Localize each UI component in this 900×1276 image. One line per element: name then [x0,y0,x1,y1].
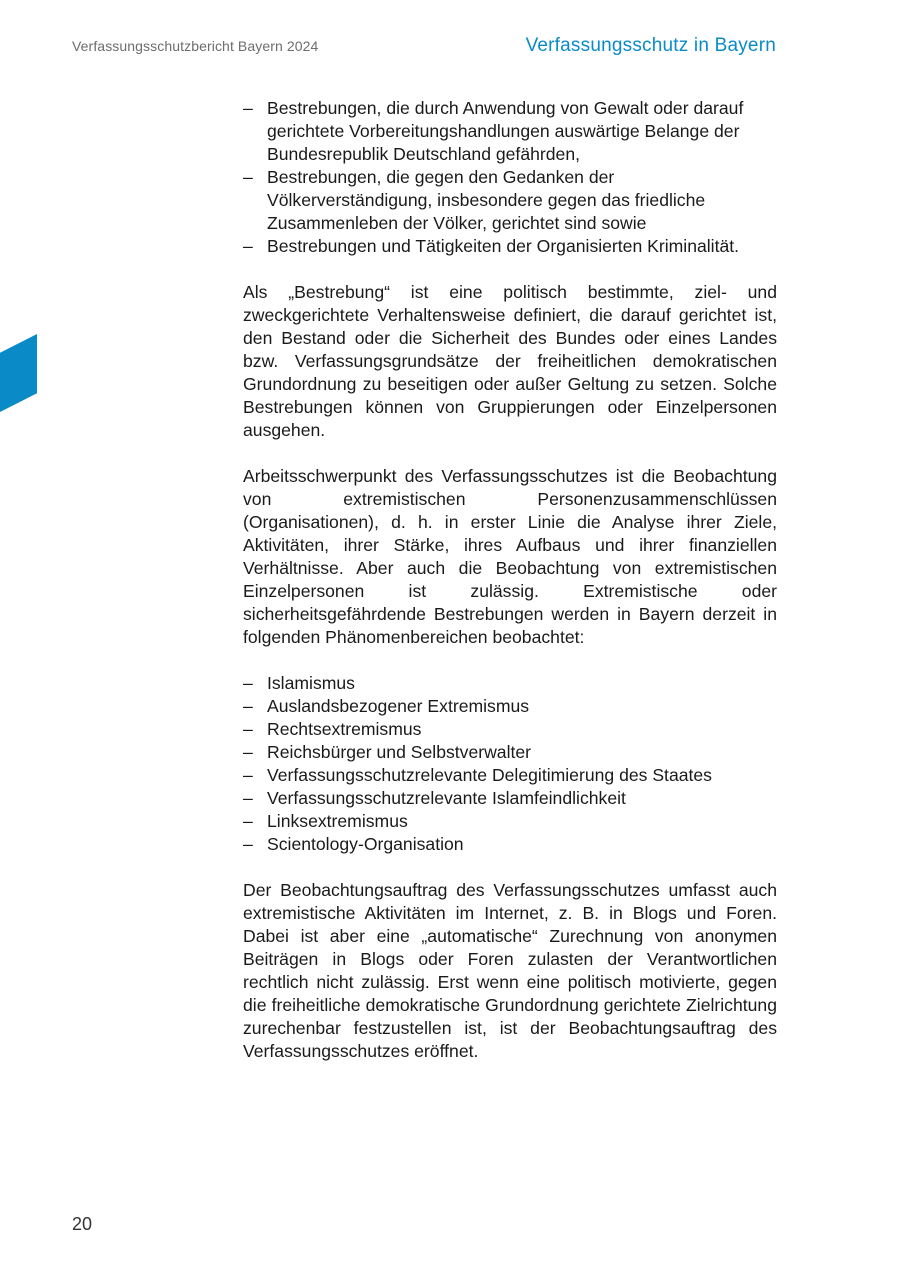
list-item: – Linksextremismus [243,811,408,831]
dash-marker: – [243,98,253,118]
chapter-title: Verfassungsschutz in Bayern [525,35,776,56]
list-item: – Verfassungsschutzrelevante Islamfeindlichkeit [243,788,626,808]
list-item: – Verfassungsschutzrelevante Delegitimierung des Staates [243,765,712,785]
definition-paragraph: Als „Bestrebung“ ist eine politisch bestimmte, ziel- und zweckgerichtete Verhaltensweise definiert, die darauf gerichtet ist, den Bestand oder die Sicherheit des Bundes oder eines Landes bzw. Verfassungsgrundsätze der freiheitlichen demokratischen Grundordnung zu beseitigen oder außer Geltung zu setzen. Solche Bestrebungen können von Gruppierungen oder Einzelpersonen ausgehen. [243,282,777,440]
dash-marker: – [243,719,253,739]
dash-marker: – [243,811,253,831]
focus-paragraph: Arbeitsschwerpunkt des Verfassungsschutzes ist die Beobachtung von extremistischen Personenzusammenschlüssen (Organisationen), d. h. in erster Linie die Analyse ihrer Ziele, Aktivitäten, ihrer Stärke, ihres Aufbaus und ihrer finanziellen Verhältnisse. Aber auch die Beobachtung von extremistischen Einzelpersonen ist zulässig. Extremistische oder sicherheitsgefährdende Bestrebungen werden in Bayern derzeit in folgenden Phänomenbereichen beobachtet: [243,466,777,647]
intro-list [243,97,777,258]
page-number: 20 [72,1214,93,1234]
dash-marker: – [243,765,253,785]
list-item: – Islamismus [243,673,355,693]
section-marker-tab [0,334,37,412]
list-item: – Auslandsbezogener Extremismus [243,696,530,716]
document-title: Verfassungsschutzbericht Bayern 2024 [72,38,319,54]
dash-marker: – [243,788,253,808]
list-item: – Bestrebungen, die durch Anwendung von Gewalt oder darauf gerichtete Vorbereitungshandlungen auswärtige Belange der Bundesrepublik Deutschland gefährden, [243,98,744,164]
dash-marker: – [243,696,253,716]
list-item: – Rechtsextremismus [243,719,422,739]
dash-marker: – [243,742,253,762]
list-item: – Bestrebungen und Tätigkeiten der Organisierten Kriminalität. [243,236,740,256]
page-body [243,97,777,1063]
list-item: – Bestrebungen, die gegen den Gedanken der Völkerverständigung, insbesondere gegen das friedliche Zusammenleben der Völker, gerichtet sind sowie [243,167,706,233]
list-item: – Scientology-Organisation [243,834,464,854]
phenomena-list [243,672,777,856]
dash-marker: – [243,834,253,854]
internet-paragraph: Der Beobachtungsauftrag des Verfassungsschutzes umfasst auch extremistische Aktivitäten im Internet, z. B. in Blogs und Foren. Dabei ist aber eine „automatische“ Zurechnung von anonymen Beiträgen in Blogs oder Foren zulasten der Verantwortlichen rechtlich nicht zulässig. Erst wenn eine politisch motivierte, gegen die freiheitliche demokratische Grundordnung gerichtete Zielrichtung zurechenbar festzustellen ist, ist der Beobachtungsauftrag des Verfassungsschutzes eröffnet. [243,880,777,1061]
list-item: – Reichsbürger und Selbstverwalter [243,742,532,762]
dash-marker: – [243,236,253,256]
dash-marker: – [243,167,253,187]
dash-marker: – [243,673,253,693]
